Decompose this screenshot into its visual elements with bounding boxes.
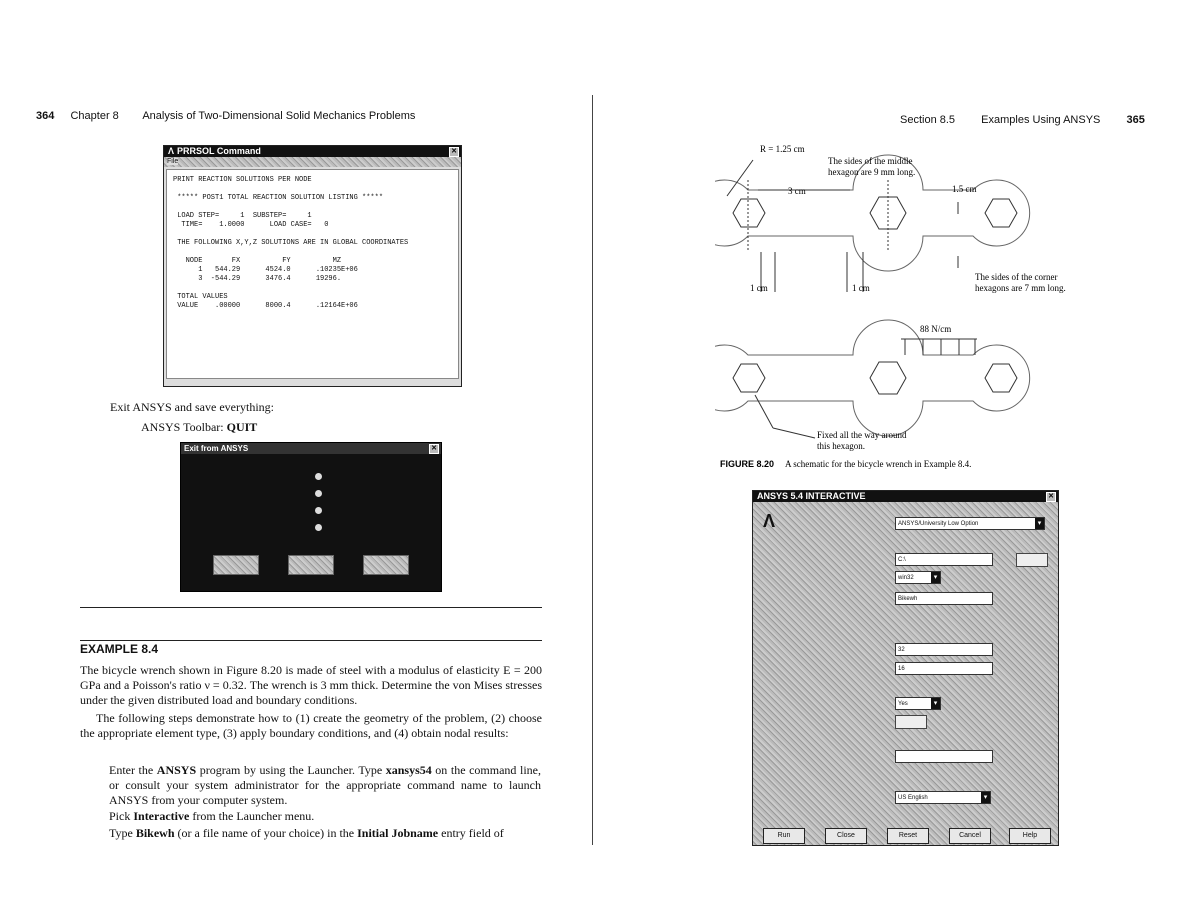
working-directory-input[interactable]: C:\ [895,553,993,566]
radius-label: R = 1.25 cm [760,144,805,154]
output-line: ***** POST1 TOTAL REACTION SOLUTION LISTING ***** [173,194,384,202]
read-start-select[interactable] [895,697,941,710]
step-3 [109,826,504,841]
product-value: ANSYS/University Low Option [898,521,979,527]
exit-apply-button[interactable] [288,555,334,575]
output-line [173,185,452,194]
radio-option-2[interactable] [315,490,322,497]
exit-ok-button[interactable] [213,555,259,575]
example-para-2: The following steps demonstrate how to (1) create the geometry of the problem, (2) choose the appropriate element type, (3) apply boundary conditions, and (4) obtain nodal results: [80,711,542,740]
step-1 [109,763,541,808]
step3-b1: Bikewh [135,826,175,840]
output-line: THE FOLLOWING X,Y,Z SOLUTIONS ARE IN GLOBAL COORDINATES [173,239,409,247]
chevron-down-icon: ▾ [1035,518,1044,529]
close-icon[interactable]: ✕ [429,444,439,454]
launcher-title: ANSYS 5.4 INTERACTIVE [757,491,866,501]
exit-dialog-title: Exit from ANSYS [184,444,249,453]
output-line [173,284,452,293]
ansys-logo-icon: Λ [168,146,175,156]
toolbar-instruction [141,420,257,435]
divider-example [80,640,542,641]
initial-jobname-input[interactable]: Bikewh [895,592,993,605]
output-line: 1 544.29 4524.0 .10235E+06 [173,266,358,274]
figure-caption-label: FIGURE 8.20 [720,459,775,469]
exit-instruction: Exit ANSYS and save everything: [110,400,274,414]
prrsol-menubar [164,157,461,167]
dim-1cm-left: 1 cm [750,283,768,293]
toolbar-prefix: ANSYS Toolbar: [141,420,227,434]
chapter-label: Chapter 8 [70,110,119,122]
database-memory-input[interactable]: 16 [895,662,993,675]
reset-button[interactable]: Reset [887,828,929,844]
output-line [173,230,452,239]
corner-hexagon-left [733,199,765,227]
wrench-bottom [715,320,1030,436]
step1-b2: xansys54 [385,763,432,777]
chevron-down-icon: ▾ [981,792,990,803]
menu-file[interactable]: File [167,158,179,165]
page-number: 364 [36,110,55,122]
chevron-down-icon: ▾ [931,698,940,709]
corner-hexagon-right [985,199,1017,227]
total-workspace-input[interactable]: 32 [895,643,993,656]
launcher-window [752,490,1059,846]
output-line: TIME= 1.0000 LOAD CASE= 0 [173,221,329,229]
step2-pre: Pick [109,809,134,823]
output-line: LOAD STEP= 1 SUBSTEP= 1 [173,212,312,220]
radio-option-4[interactable] [315,524,322,531]
step2-post: from the Launcher menu. [189,809,315,823]
step3-mid: (or a file name of your choice) in the [174,826,358,840]
fixed-note-1: Fixed all the way around [817,430,907,440]
step1-b1: ANSYS [156,763,197,777]
output-line: TOTAL VALUES [173,293,228,301]
prrsol-title: PRRSOL Command [177,146,261,156]
parameters-input[interactable] [895,750,993,763]
ansys-logo-icon: Λ [763,511,776,531]
example-heading: EXAMPLE 8.4 [80,642,159,656]
dim-1-5cm: 1.5 cm [952,184,977,194]
toolbar-cmd: QUIT [226,420,258,434]
corner-note-1: The sides of the corner [975,272,1058,282]
load-label: 88 N/cm [920,324,952,334]
prrsol-window [163,145,462,387]
close-icon[interactable]: ✕ [449,147,459,157]
exit-dialog-titlebar [181,443,441,454]
read-start-value: Yes [898,701,908,707]
page-number: 365 [1126,114,1145,126]
output-line: 3 -544.29 3476.4 19296. [173,275,342,283]
step3-b2: Initial Jobname [357,826,439,840]
running-header-left [36,110,415,122]
output-line: VALUE .00000 8000.4 .12164E+06 [173,302,358,310]
output-line [173,203,452,212]
output-line: NODE FX FY MZ [173,257,342,265]
middle-note-2: hexagon are 9 mm long. [828,167,916,177]
close-button[interactable]: Close [825,828,867,844]
prrsol-titlebar [164,146,461,157]
step1-pre: Enter the [109,763,157,777]
divider-top [80,607,542,608]
output-line [173,248,452,257]
graphics-device-select[interactable] [895,571,941,584]
section-title: Examples Using ANSYS [981,114,1101,126]
language-value: US English [898,795,928,801]
dim-1cm-middle: 1 cm [852,283,870,293]
step-2 [109,809,314,824]
dim-3cm: 3 cm [788,186,806,196]
chapter-title: Analysis of Two-Dimensional Solid Mechanics Problems [142,110,416,122]
run-button[interactable]: Run [763,828,805,844]
launcher-titlebar [753,491,1058,502]
middle-note-1: The sides of the middle [828,156,913,166]
product-select[interactable] [895,517,1045,530]
step3-pre: Type [109,826,136,840]
step3-post: entry field of [438,826,504,840]
chevron-down-icon: ▾ [931,572,940,583]
fixed-note-2: this hexagon. [817,441,865,451]
browse-start-button[interactable] [895,715,927,729]
help-button[interactable]: Help [1009,828,1051,844]
language-select[interactable] [895,791,991,804]
radio-option-3[interactable] [315,507,322,514]
prrsol-output [166,169,459,379]
graphics-value: win32 [898,575,914,581]
running-header-right [900,114,1145,126]
browse-button[interactable] [1016,553,1048,567]
figure-caption-text: A schematic for the bicycle wrench in Example 8.4. [785,459,972,469]
book-spine [592,95,593,845]
radio-option-1[interactable] [315,473,322,480]
exit-dialog [180,442,442,592]
step2-b: Interactive [133,809,190,823]
close-icon[interactable]: ✕ [1046,492,1056,502]
corner-note-2: hexagons are 7 mm long. [975,283,1066,293]
step1-mid: program by using the Launcher. Type [196,763,386,777]
exit-cancel-button[interactable] [363,555,409,575]
section-label: Section 8.5 [900,114,956,126]
cancel-button[interactable]: Cancel [949,828,991,844]
wrench-figure [715,140,1095,475]
output-line: PRINT REACTION SOLUTIONS PER NODE [173,176,312,184]
step1-post: on the command line, or consult your system administrator for the appropriate command name to launch ANSYS from your computer system. [109,763,541,807]
example-para-1: The bicycle wrench shown in Figure 8.20 is made of steel with a modulus of elasticity E = 200 GPa and a Poisson's ratio ν = 0.32. The wrench is 3 mm thick. Determine the von Mises stresses under the given distributed load and boundary conditions. [80,663,542,707]
